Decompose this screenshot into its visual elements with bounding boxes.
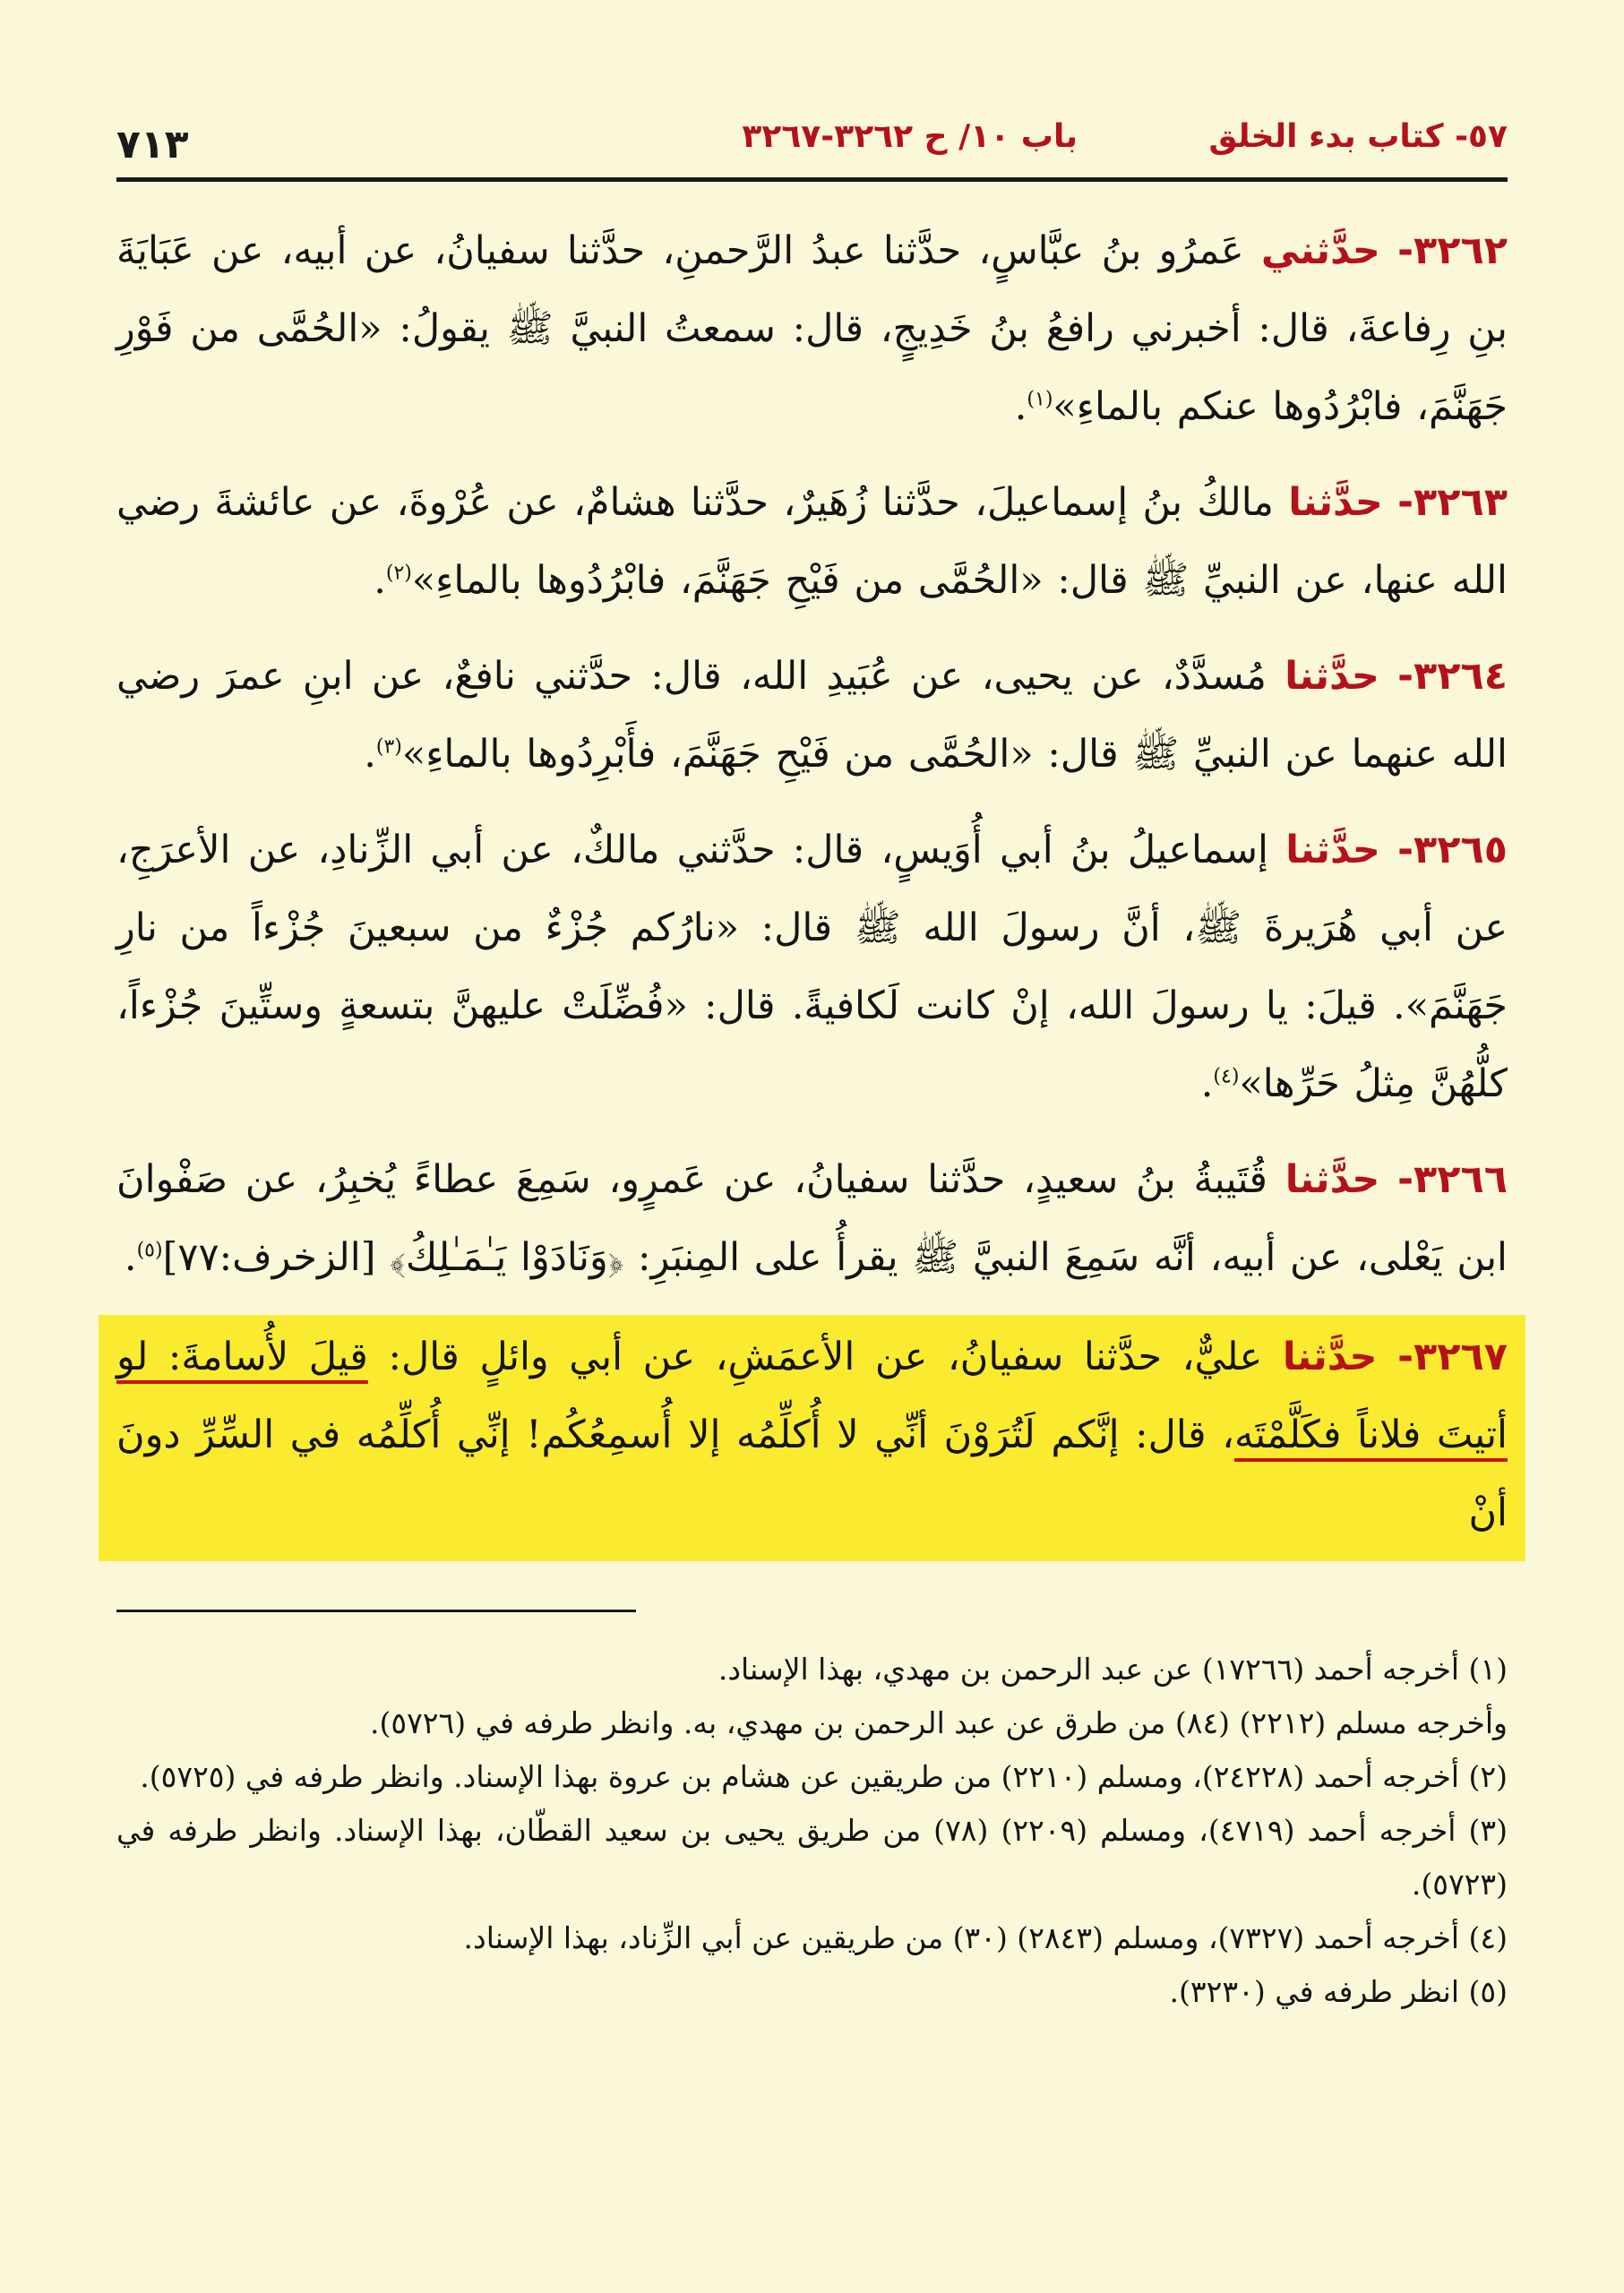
- hadith-text: مُسدَّدٌ، عن يحيى، عن عُبَيدِ الله، قال: حدَّثني نافعٌ، عن ابنِ عمرَ رضي الله عنهما عن النبيِّ ﷺ قال: «الحُمَّى من فَيْحِ جَهَنَّمَ، فأَبْرِدُوها بالماءِ»: [116, 654, 1508, 777]
- hadith-intro: حدَّثنا: [1288, 480, 1383, 525]
- hadith-intro: حدَّثنا: [1282, 1335, 1378, 1379]
- section-reference: باب ١٠/ ح ٣٢٦٢-٣٢٦٧: [742, 118, 1078, 155]
- chapter-title: ٥٧- كتاب بدء الخلق: [1208, 118, 1508, 155]
- hadith-intro: حدَّثني: [1260, 228, 1380, 273]
- hadith-number: ٣٢٦٢-: [1397, 228, 1508, 273]
- footnote-1: (١) أخرجه أحمد (١٧٢٦٦) عن عبد الرحمن بن مهدي، بهذا الإسناد.: [717, 1652, 1508, 1687]
- hadith-3262: [116, 212, 1508, 446]
- footnote-divider-wrap: [116, 1610, 1508, 1612]
- hadith-number: ٣٢٦٥-: [1397, 828, 1508, 872]
- hadith-text: مالكُ بنُ إسماعيلَ، حدَّثنا زُهَيرٌ، حدَّثنا هشامٌ، عن عُرْوةَ، عن عائشةَ رضي الله عنها، عن النبيِّ ﷺ قال: «الحُمَّى من فَيْحِ جَهَنَّمَ، فابْرُدُوها بالماءِ»: [116, 480, 1508, 603]
- footnote-divider: [116, 1610, 636, 1612]
- footnotes: [116, 1643, 1508, 2019]
- hadith-text: عَمرُو بنُ عبَّاسٍ، حدَّثنا عبدُ الرَّحمنِ، حدَّثنا سفيانُ، عن أبيه، عن عَبَايَةَ بنِ رِفاعةَ، قال: أخبرني رافعُ بنُ خَدِيجٍ، قال: سمعتُ النبيَّ ﷺ يقولُ: «الحُمَّى من فَوْرِ جَهَنَّمَ، فابْرُدُوها عنكم بالماءِ»: [116, 228, 1508, 429]
- hadith-number: ٣٢٦٣-: [1397, 480, 1508, 525]
- hadith-text-continued: ، قال: إنَّكم لَتُرَوْنَ أنِّي لا أُكلِّمُه إلا أُسمِعُكُم! إنِّي أُكلِّمُه في السِّرِّ دونَ أنْ: [116, 1413, 1508, 1535]
- hadith-number: ٣٢٦٤-: [1397, 654, 1508, 699]
- page-number: ٧١٣: [116, 122, 189, 167]
- hadith-3266: [116, 1141, 1508, 1297]
- hadith-number: ٣٢٦٧-: [1397, 1335, 1508, 1379]
- footnote-marker: (٥): [136, 1239, 163, 1262]
- hadith-3264: [116, 638, 1508, 794]
- hadith-text: عليٌّ، حدَّثنا سفيانُ، عن الأعمَشِ، عن أبي وائلٍ قال:: [367, 1335, 1263, 1379]
- hadith-end: .: [364, 732, 376, 777]
- footnote-marker: (١): [1027, 388, 1053, 411]
- hadith-intro: حدَّثنا: [1285, 828, 1380, 872]
- footnote-5: (٥) انظر طرفه في (٣٢٣٠).: [1169, 1974, 1508, 2009]
- hadith-number: ٣٢٦٦-: [1397, 1157, 1508, 1202]
- underlined-phrase: قيلَ لأُسامةَ: لو أتيتَ فلاناً فكَلَّمْتَه: [116, 1335, 1508, 1457]
- hadith-text: قُتَيبةُ بنُ سعيدٍ، حدَّثنا سفيانُ، عن عَمرٍو، سَمِعَ عطاءً يُخبِرُ، عن صَفْوانَ ابن يَعْلى، عن أبيه، أنَّه سَمِعَ النبيَّ ﷺ يقرأُ على المِنبَرِ: ﴿وَنَادَوْا يَـٰمَـٰلِكُ﴾ [الزخرف:٧٧]: [116, 1157, 1508, 1280]
- hadith-3263: [116, 464, 1508, 620]
- page-header: [116, 107, 1508, 172]
- hadith-end: .: [1014, 384, 1027, 429]
- hadith-intro: حدَّثنا: [1285, 1157, 1380, 1202]
- hadith-intro: حدَّثنا: [1285, 654, 1379, 699]
- footnote-3: (٣) أخرجه أحمد (٤٧١٩)، ومسلم (٢٢٠٩) (٧٨) من طريق يحيى بن سعيد القطّان، بهذا الإسناد. وانظر طرفه في (٥٧٢٣).: [116, 1813, 1508, 1902]
- hadith-end: .: [124, 1235, 137, 1280]
- hadith-3267-highlighted: [99, 1315, 1525, 1561]
- footnote-1-continued: وأخرجه مسلم (٢٢١٢) (٨٤) من طرق عن عبد الرحمن بن مهدي، به. وانظر طرفه في (٥٧٢٦).: [369, 1705, 1508, 1740]
- footnote-marker: (٢): [385, 562, 412, 585]
- footnote-marker: (٤): [1213, 1065, 1240, 1088]
- hadith-3265: [116, 812, 1508, 1123]
- hadith-end: .: [374, 558, 386, 603]
- hadith-end: .: [1200, 1061, 1214, 1106]
- footnote-marker: (٣): [375, 735, 402, 759]
- header-divider: [116, 177, 1508, 182]
- footnote-2: (٢) أخرجه أحمد (٢٤٢٢٨)، ومسلم (٢٢١٠) من طريقين عن هشام بن عروة بهذا الإسناد. وانظر طرفه في (٥٧٢٥).: [140, 1759, 1508, 1794]
- footnote-4: (٤) أخرجه أحمد (٧٣٢٧)، ومسلم (٢٨٤٣) (٣٠) من طريقين عن أبي الزِّناد، بهذا الإسناد.: [463, 1920, 1508, 1955]
- hadith-text: إسماعيلُ بنُ أبي أُوَيسٍ، قال: حدَّثني مالكٌ، عن أبي الزِّنادِ، عن الأعرَجِ، عن أبي هُرَيرةَ ﷺ، أنَّ رسولَ الله ﷺ قال: «نارُكم جُزْءٌ من سبعينَ جُزْءاً من نارِ جَهَنَّمَ». قيلَ: يا رسولَ الله، إنْ كانت لَكافيةً. قال: «فُضِّلَتْ عليهنَّ بتسعةٍ وستِّينَ جُزْءاً، كلُّهُنَّ مِثلُ حَرِّها»: [116, 828, 1508, 1106]
